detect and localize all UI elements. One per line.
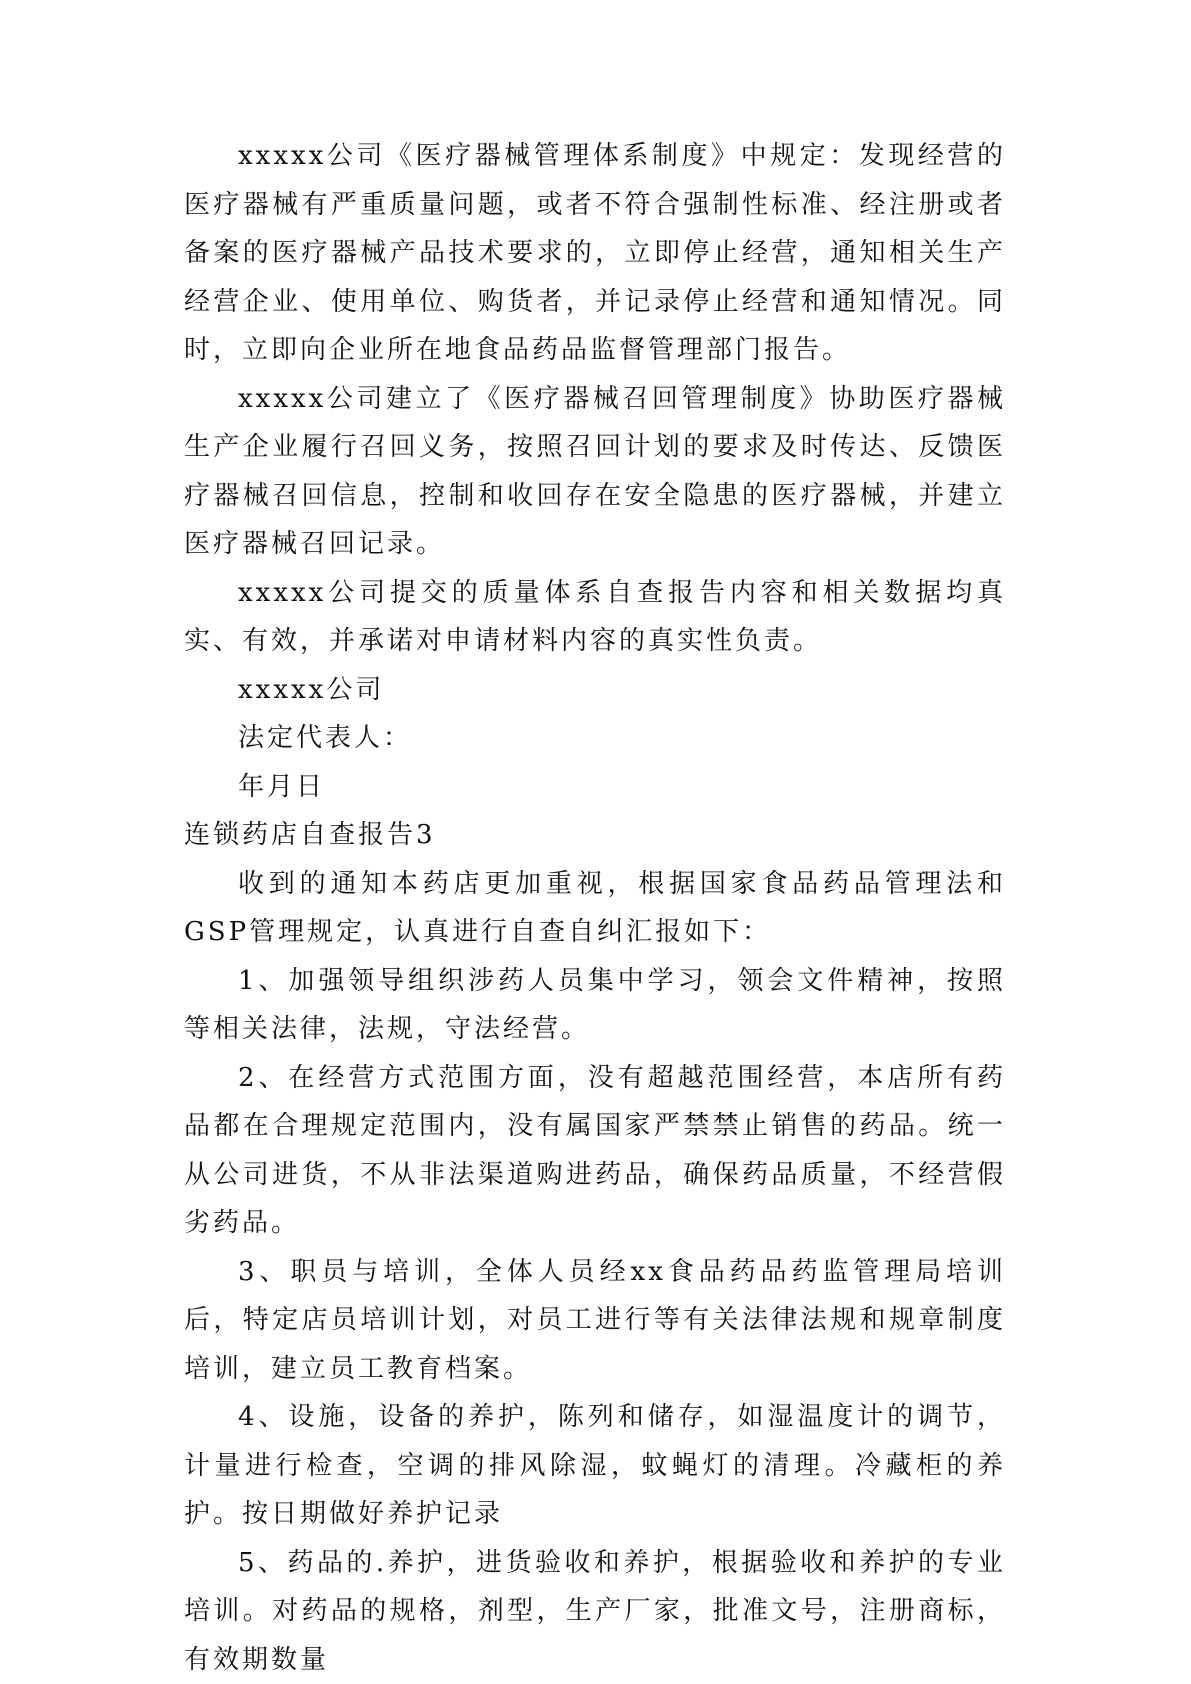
signature-date: 年月日 bbox=[238, 771, 326, 802]
signature-legal-representative: 法定代表人： bbox=[238, 723, 413, 753]
document-body bbox=[184, 132, 1006, 1684]
list-item-5: 5、药品的.养护，进货验收和养护，根据验收和养护的专业培训。对药品的规格，剂型，生产厂家，批准文号，注册商标，有效期数量 bbox=[184, 1547, 1006, 1675]
paragraph-commitment: xxxxx公司提交的质量体系自查报告内容和相关数据均真实、有效，并承诺对申请材料内容的真实性负责。 bbox=[184, 577, 1006, 656]
list-item-3: 3、职员与培训，全体人员经xx食品药品药监管理局培训后，特定店员培训计划，对员工进行等有关法律法规和规章制度培训，建立员工教育档案。 bbox=[184, 1256, 1006, 1384]
list-item-2: 2、在经营方式范围方面，没有超越范围经营，本店所有药品都在合理规定范围内，没有属国家严禁禁止销售的药品。统一从公司进货，不从非法渠道购进药品，确保药品质量，不经营假劣药品。 bbox=[184, 1062, 1006, 1238]
paragraph-recall-obligation: xxxxx公司《医疗器械管理体系制度》中规定：发现经营的医疗器械有严重质量问题，或者不符合强制性标准、经注册或者备案的医疗器械产品技术要求的，立即停止经营，通知相关生产经营企业、使用单位、购货者，并记录停止经营和通知情况。同时，立即向企业所在地食品药品监督管理部门报告。 bbox=[184, 141, 1006, 365]
signature-company: xxxxx公司 bbox=[238, 674, 385, 705]
paragraph-intro: 收到的通知本药店更加重视，根据国家食品药品管理法和GSP管理规定，认真进行自查自纠汇报如下： bbox=[184, 868, 1006, 947]
section-heading: 连锁药店自查报告3 bbox=[184, 820, 436, 850]
paragraph-recall-system: xxxxx公司建立了《医疗器械召回管理制度》协助医疗器械生产企业履行召回义务，按照召回计划的要求及时传达、反馈医疗器械召回信息，控制和收回存在安全隐患的医疗器械，并建立医疗器械召回记录。 bbox=[184, 383, 1006, 559]
list-item-4: 4、设施，设备的养护，陈列和储存，如湿温度计的调节，计量进行检查，空调的排风除湿，蚊蝇灯的清理。冷藏柜的养护。按日期做好养护记录 bbox=[184, 1402, 1006, 1529]
list-item-1: 1、加强领导组织涉药人员集中学习，领会文件精神，按照等相关法律，法规，守法经营。 bbox=[184, 965, 1006, 1044]
